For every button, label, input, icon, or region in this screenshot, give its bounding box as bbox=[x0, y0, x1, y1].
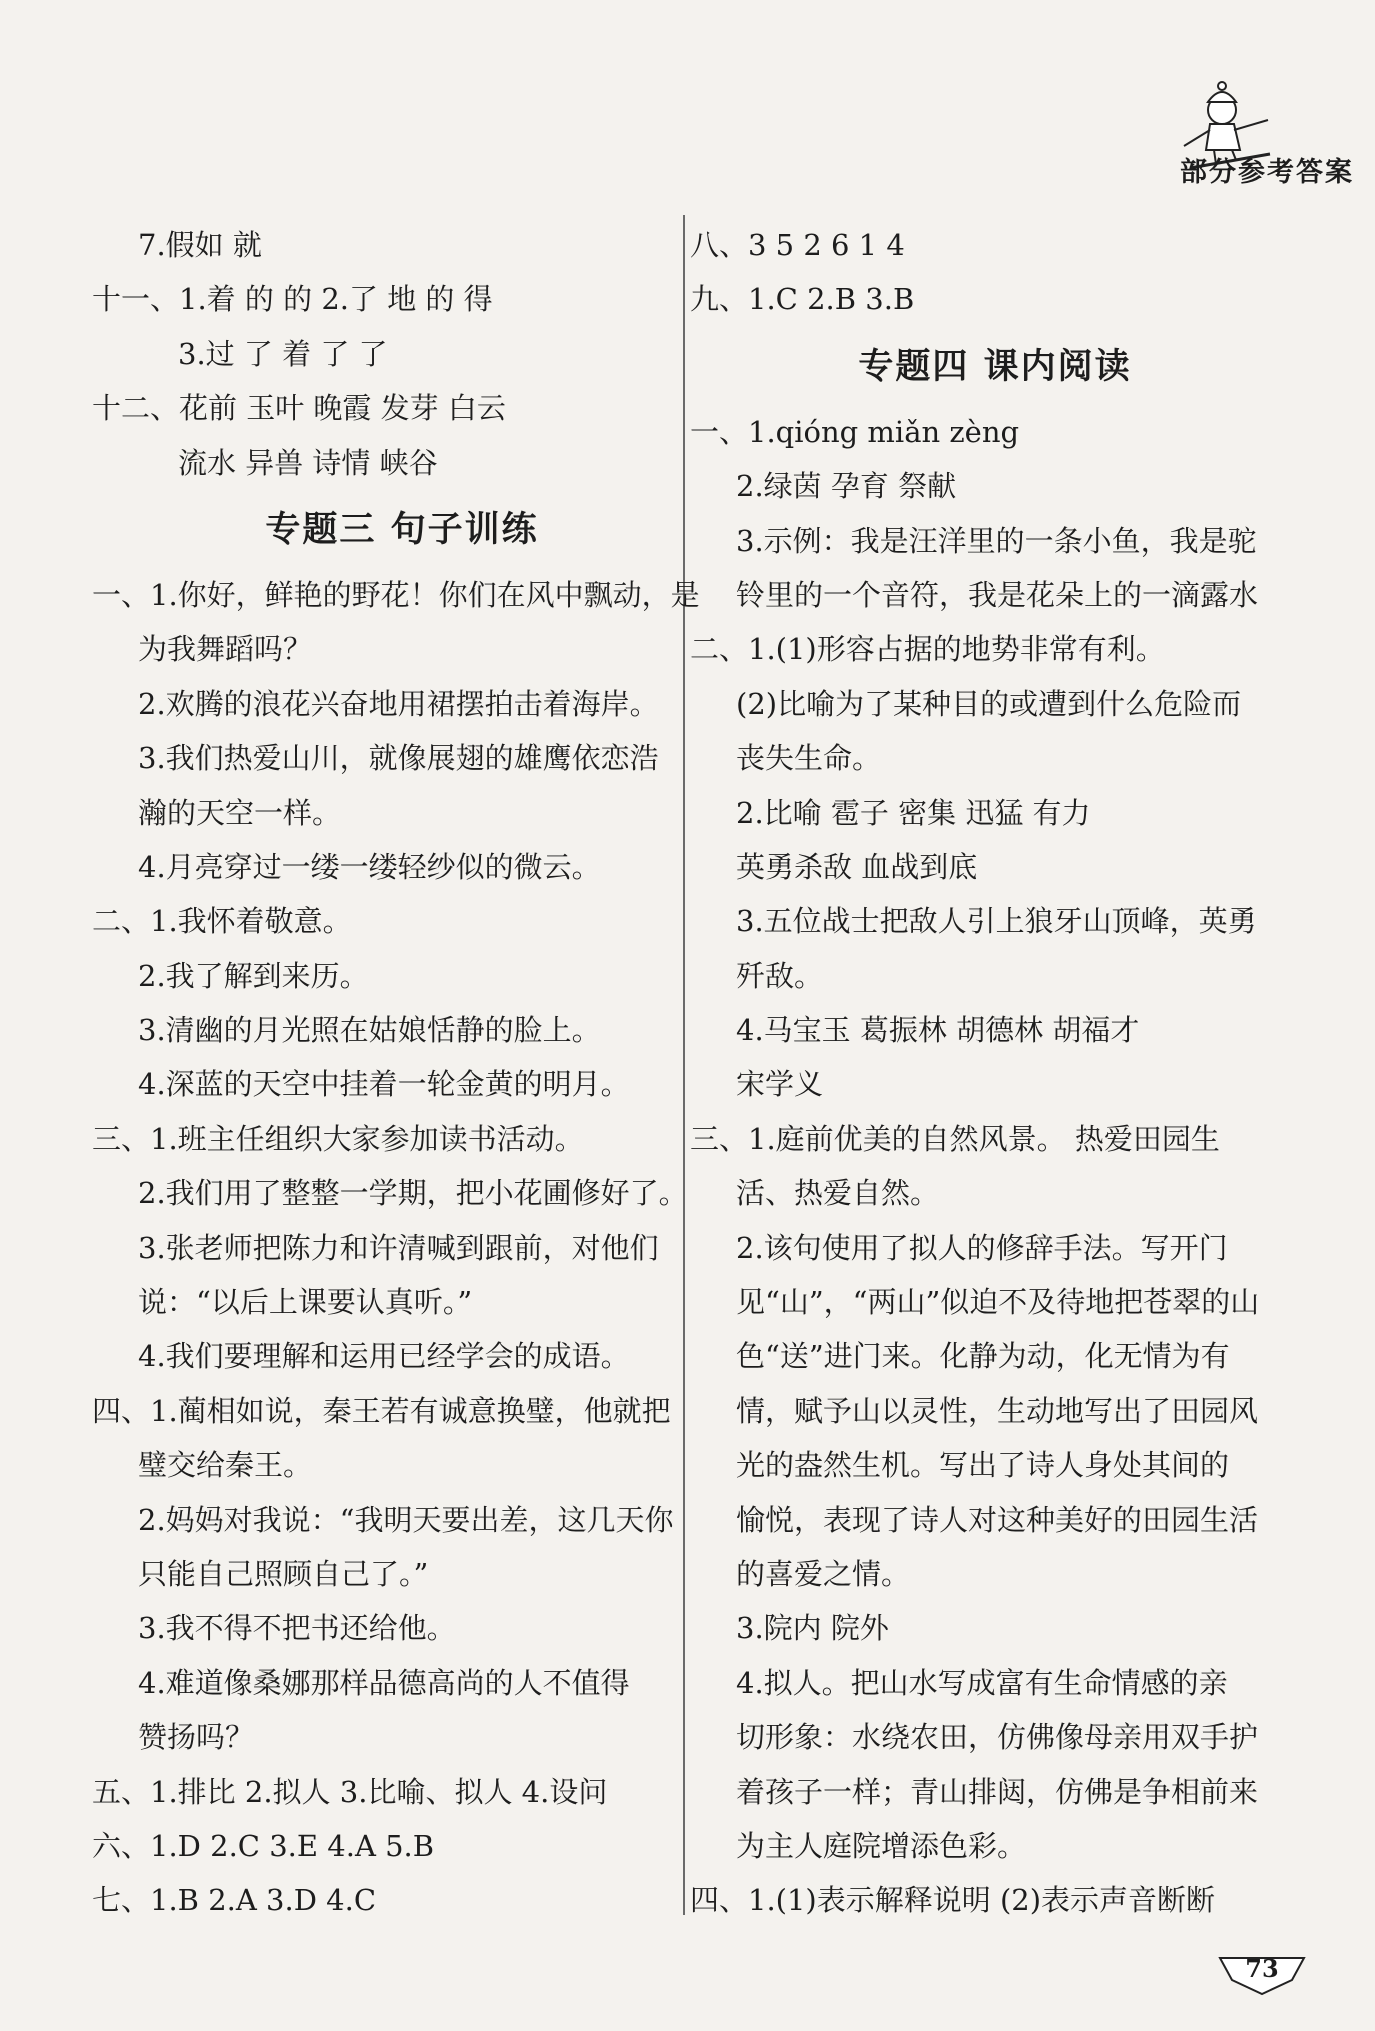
left-answer-line: 4.深蓝的天空中挂着一轮金黄的明月。 bbox=[138, 1067, 630, 1102]
right-answer-line: 丧失生命。 bbox=[736, 741, 882, 776]
left-answer-line: 4.难道像桑娜那样品德高尚的人不值得 bbox=[138, 1665, 630, 1700]
right-answer-line: 歼敌。 bbox=[736, 958, 824, 993]
left-answer-line: 四、1.蔺相如说，秦王若有诚意换璧，他就把 bbox=[92, 1393, 671, 1428]
left-answer-line: 流水 异兽 诗情 峡谷 bbox=[178, 445, 438, 480]
left-answer-line: 2.我们用了整整一学期，把小花圃修好了。 bbox=[138, 1176, 688, 1211]
left-column bbox=[92, 218, 712, 1928]
left-answer-line: 7.假如 就 bbox=[138, 228, 262, 262]
right-answer-line: 活、热爱自然。 bbox=[736, 1176, 940, 1211]
left-answer-line: 一、1.你好，鲜艳的野花！你们在风中飘动，是 bbox=[92, 577, 700, 612]
right-answer-line: 一、1.qióng miǎn zèng bbox=[690, 414, 1020, 449]
right-answer-line: 2.比喻 雹子 密集 迅猛 有力 bbox=[736, 795, 1091, 830]
right-answer-line: 4.拟人。把山水写成富有生命情感的亲 bbox=[736, 1665, 1228, 1700]
right-answer-line: 3.示例：我是汪洋里的一条小鱼，我是驼 bbox=[736, 523, 1257, 558]
page-number-badge bbox=[1212, 1950, 1312, 1996]
right-answer-line: 为主人庭院增添色彩。 bbox=[736, 1828, 1027, 1863]
left-answer-line: 瀚的天空一样。 bbox=[138, 795, 342, 830]
left-answer-line: 三、1.班主任组织大家参加读书活动。 bbox=[92, 1121, 584, 1156]
right-answer-line: 2.绿茵 孕育 祭献 bbox=[736, 469, 957, 504]
left-section-heading: 专题三 句子训练 bbox=[265, 509, 539, 550]
left-answer-line: 二、1.我怀着敬意。 bbox=[92, 904, 352, 939]
page-header-title: 部分参考答案 bbox=[1180, 157, 1354, 188]
left-answer-line: 五、1.排比 2.拟人 3.比喻、拟人 4.设问 bbox=[92, 1774, 608, 1809]
left-answer-line: 六、1.D 2.C 3.E 4.A 5.B bbox=[92, 1828, 435, 1863]
left-answer-line: 璧交给秦王。 bbox=[138, 1448, 313, 1483]
right-section-heading: 专题四 课内阅读 bbox=[858, 346, 1132, 387]
right-answer-line: 色“送”进门来。化静为动，化无情为有 bbox=[736, 1339, 1230, 1374]
right-answer-line: 九、1.C 2.B 3.B bbox=[690, 282, 915, 317]
right-answer-line: 情，赋予山以灵性，生动地写出了田园风 bbox=[736, 1393, 1259, 1428]
right-answer-line: 见“山”，“两山”似迫不及待地把苍翠的山 bbox=[736, 1285, 1260, 1320]
right-answer-line: 八、3 5 2 6 1 4 bbox=[690, 228, 905, 262]
right-answer-line: 3.五位战士把敌人引上狼牙山顶峰，英勇 bbox=[736, 904, 1257, 939]
right-answer-line: 愉悦，表现了诗人对这种美好的田园生活 bbox=[736, 1502, 1259, 1537]
left-answer-line: 为我舞蹈吗？ bbox=[138, 632, 313, 667]
right-answer-line: 二、1.(1)形容占据的地势非常有利。 bbox=[690, 632, 1165, 667]
left-answer-line: 2.妈妈对我说：“我明天要出差，这几天你 bbox=[138, 1502, 674, 1537]
left-answer-line: 2.我了解到来历。 bbox=[138, 958, 369, 993]
left-answer-line: 3.张老师把陈力和许清喊到跟前，对他们 bbox=[138, 1230, 659, 1265]
right-column bbox=[690, 218, 1300, 1928]
right-answer-line: 三、1.庭前优美的自然风景。 热爱田园生 bbox=[690, 1121, 1220, 1156]
left-answer-line: 十二、花前 玉叶 晚霞 发芽 白云 bbox=[92, 391, 506, 426]
left-answer-line: 3.过 了 着 了 了 bbox=[178, 336, 388, 371]
left-answer-line: 说：“以后上课要认真听。” bbox=[138, 1285, 473, 1320]
right-answer-line: 英勇杀敌 血战到底 bbox=[736, 849, 978, 884]
right-answer-line: (2)比喻为了某种目的或遭到什么危险而 bbox=[736, 686, 1242, 721]
right-answer-line: 宋学义 bbox=[736, 1067, 824, 1102]
right-answer-line: 铃里的一个音符，我是花朵上的一滴露水 bbox=[736, 577, 1259, 612]
left-answer-line: 2.欢腾的浪花兴奋地用裙摆拍击着海岸。 bbox=[138, 686, 659, 721]
right-answer-line: 切形象：水绕农田，仿佛像母亲用双手护 bbox=[736, 1720, 1259, 1755]
right-answer-line: 四、1.(1)表示解释说明 (2)表示声音断断 bbox=[690, 1883, 1216, 1918]
left-answer-line: 3.我们热爱山川，就像展翅的雄鹰依恋浩 bbox=[138, 741, 659, 776]
left-answer-line: 3.我不得不把书还给他。 bbox=[138, 1611, 456, 1646]
right-answer-line: 2.该句使用了拟人的修辞手法。写开门 bbox=[736, 1230, 1228, 1265]
right-answer-line: 着孩子一样；青山排闼，仿佛是争相前来 bbox=[736, 1774, 1259, 1809]
left-answer-line: 十一、1.着 的 的 2.了 地 的 得 bbox=[92, 282, 493, 317]
left-answer-line: 4.我们要理解和运用已经学会的成语。 bbox=[138, 1339, 630, 1374]
left-answer-line: 七、1.B 2.A 3.D 4.C bbox=[92, 1883, 377, 1918]
right-answer-line: 4.马宝玉 葛振林 胡德林 胡福才 bbox=[736, 1013, 1140, 1048]
page-number: 73 bbox=[1245, 1954, 1279, 1983]
left-answer-line: 赞扬吗？ bbox=[138, 1720, 255, 1755]
right-answer-line: 的喜爱之情。 bbox=[736, 1556, 911, 1591]
left-answer-line: 只能自己照顾自己了。” bbox=[138, 1556, 429, 1591]
right-answer-line: 光的盎然生机。写出了诗人身处其间的 bbox=[736, 1448, 1230, 1483]
right-answer-line: 3.院内 院外 bbox=[736, 1611, 889, 1646]
left-answer-line: 3.清幽的月光照在姑娘恬静的脸上。 bbox=[138, 1013, 601, 1048]
left-answer-line: 4.月亮穿过一缕一缕轻纱似的微云。 bbox=[138, 849, 601, 884]
